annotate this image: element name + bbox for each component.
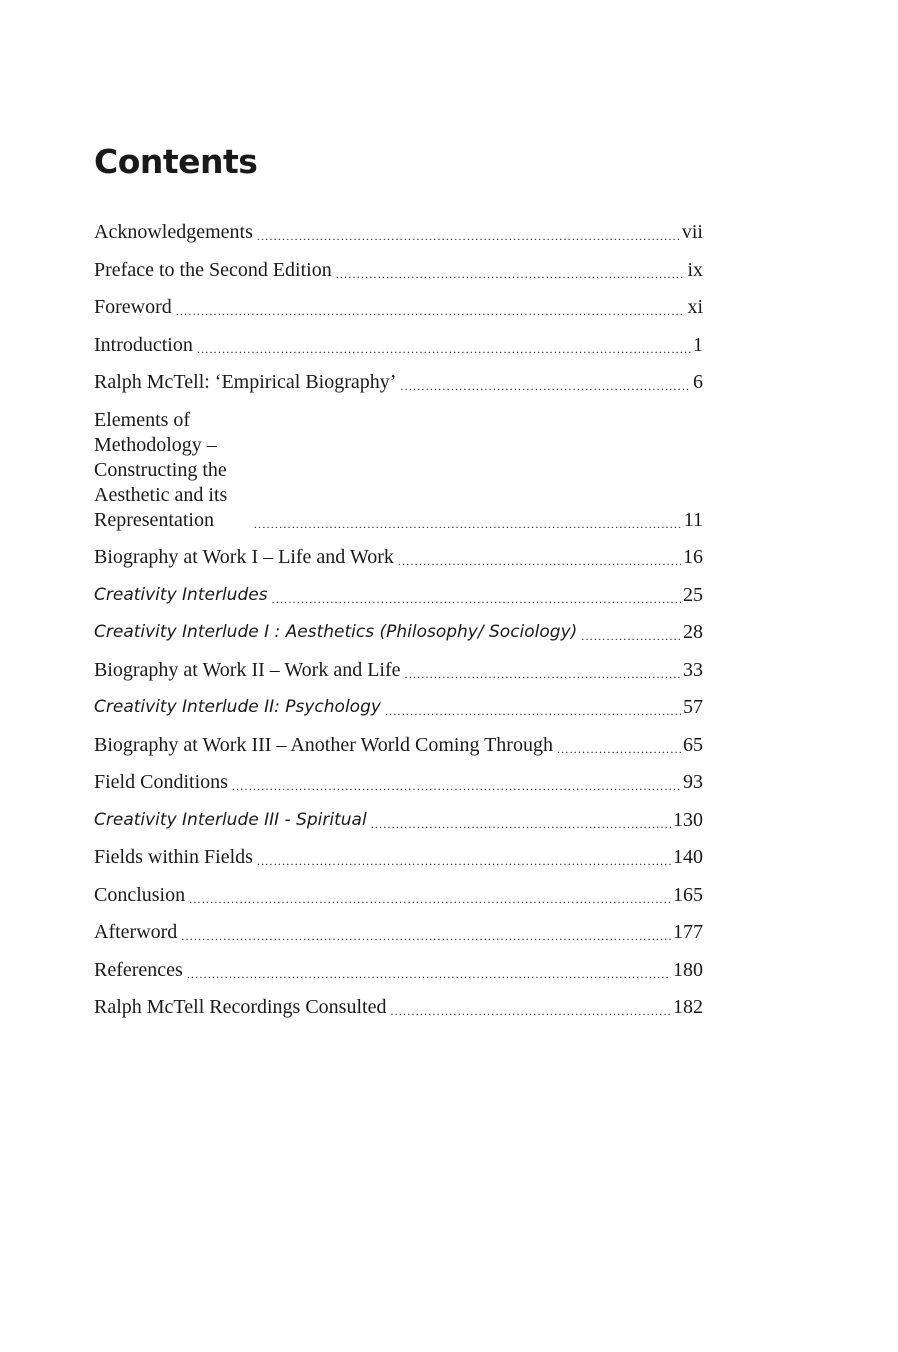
toc-entry-creativity-interlude-2[interactable] bbox=[94, 695, 703, 720]
toc-entry-page: 11 bbox=[683, 508, 703, 531]
toc-entry-conclusion[interactable] bbox=[94, 883, 703, 908]
dot-leader bbox=[176, 302, 686, 320]
toc-entry-title: Afterword bbox=[94, 921, 178, 943]
toc-entry-title: Foreword bbox=[94, 296, 172, 318]
dot-leader bbox=[581, 627, 681, 645]
toc-entry-title: Biography at Work I – Life and Work bbox=[94, 546, 394, 568]
toc-entry-page: 182 bbox=[673, 996, 703, 1018]
dot-leader bbox=[390, 1002, 671, 1020]
toc-entry-page: 6 bbox=[693, 371, 703, 393]
toc-entry-biography-work-1[interactable] bbox=[94, 545, 703, 570]
toc-entry-page: 1 bbox=[693, 333, 703, 356]
dot-leader bbox=[254, 515, 682, 533]
toc-entry-title: Acknowledgements bbox=[94, 221, 253, 243]
toc-entry-title: Creativity Interlude II: Psychology bbox=[94, 697, 381, 717]
toc-entry-page: 130 bbox=[673, 808, 703, 831]
toc-entry-title-line-1: Elements of Methodology – bbox=[94, 408, 217, 456]
toc-entry-title: Creativity Interlude III - Spiritual bbox=[94, 809, 367, 830]
dot-leader bbox=[272, 590, 681, 608]
dot-leader bbox=[400, 377, 691, 395]
toc-entry-page: 177 bbox=[673, 921, 703, 943]
toc-entry-page: 28 bbox=[683, 621, 703, 643]
toc-entry-page: 140 bbox=[673, 846, 703, 868]
dot-leader bbox=[405, 665, 681, 683]
toc-entry-title-line-2: Constructing the Aesthetic and its Representation bbox=[94, 458, 228, 531]
toc-entry-title bbox=[94, 408, 250, 533]
toc-entry-page: 180 bbox=[673, 958, 703, 981]
toc-entry-title: References bbox=[94, 958, 183, 981]
toc-entry-foreword[interactable] bbox=[94, 295, 703, 320]
dot-leader bbox=[189, 890, 671, 908]
dot-leader bbox=[371, 815, 671, 833]
toc-entry-empirical-biography[interactable] bbox=[94, 370, 703, 395]
dot-leader bbox=[197, 340, 691, 358]
toc-entry-page: xi bbox=[687, 296, 703, 318]
toc-entry-title: Ralph McTell: ‘Empirical Biography’ bbox=[94, 371, 397, 393]
toc-entry-title: Biography at Work III – Another World Coming Through bbox=[94, 733, 553, 756]
toc-entry-title: Creativity Interlude I : Aesthetics (Philosophy/ Sociology) bbox=[94, 622, 578, 642]
dot-leader bbox=[398, 552, 681, 570]
toc-entry-biography-work-3[interactable] bbox=[94, 733, 703, 758]
toc-entry-page: 16 bbox=[683, 546, 703, 568]
toc-entry-title: Biography at Work II – Work and Life bbox=[94, 658, 401, 681]
toc-entry-title: Fields within Fields bbox=[94, 846, 253, 868]
toc-entry-creativity-interlude-3[interactable] bbox=[94, 808, 703, 833]
toc-entry-preface[interactable] bbox=[94, 258, 703, 283]
toc-entry-fields-within-fields[interactable] bbox=[94, 845, 703, 870]
toc-entry-title: Field Conditions bbox=[94, 771, 228, 793]
toc-entry-title: Preface to the Second Edition bbox=[94, 258, 332, 281]
toc-entry-biography-work-2[interactable] bbox=[94, 658, 703, 683]
dot-leader bbox=[257, 227, 680, 245]
toc-entry-title: Ralph McTell Recordings Consulted bbox=[94, 996, 387, 1018]
dot-leader bbox=[181, 927, 671, 945]
toc-entry-recordings-consulted[interactable] bbox=[94, 995, 703, 1020]
dot-leader bbox=[385, 702, 681, 720]
toc-entry-title: Conclusion bbox=[94, 883, 186, 906]
toc-entry-page: 33 bbox=[683, 658, 703, 681]
toc-entry-introduction[interactable] bbox=[94, 333, 703, 358]
toc-entry-field-conditions[interactable] bbox=[94, 770, 703, 795]
dot-leader bbox=[232, 777, 681, 795]
toc-entry-page: 165 bbox=[673, 883, 703, 906]
toc-entry-page: 57 bbox=[683, 696, 703, 718]
toc-entry-acknowledgements[interactable] bbox=[94, 220, 703, 245]
dot-leader bbox=[257, 852, 671, 870]
toc-entry-page: 93 bbox=[683, 771, 703, 793]
dot-leader bbox=[557, 740, 681, 758]
dot-leader bbox=[187, 965, 671, 983]
toc-entry-references[interactable] bbox=[94, 958, 703, 983]
toc-entry-page: 25 bbox=[683, 583, 703, 606]
dot-leader bbox=[336, 265, 686, 283]
toc-entry-creativity-interlude-1[interactable] bbox=[94, 620, 703, 645]
contents-page bbox=[94, 138, 703, 1033]
toc-entry-methodology[interactable] bbox=[94, 408, 703, 533]
page-title: Contents bbox=[94, 142, 258, 181]
toc-entry-afterword[interactable] bbox=[94, 920, 703, 945]
toc-entry-creativity-interludes[interactable] bbox=[94, 583, 703, 608]
toc-entry-page: ix bbox=[687, 258, 703, 281]
table-of-contents bbox=[94, 220, 703, 1020]
toc-entry-page: 65 bbox=[683, 733, 703, 756]
toc-entry-page: vii bbox=[681, 221, 703, 243]
toc-entry-title: Introduction bbox=[94, 333, 193, 356]
toc-entry-title: Creativity Interludes bbox=[94, 584, 268, 605]
